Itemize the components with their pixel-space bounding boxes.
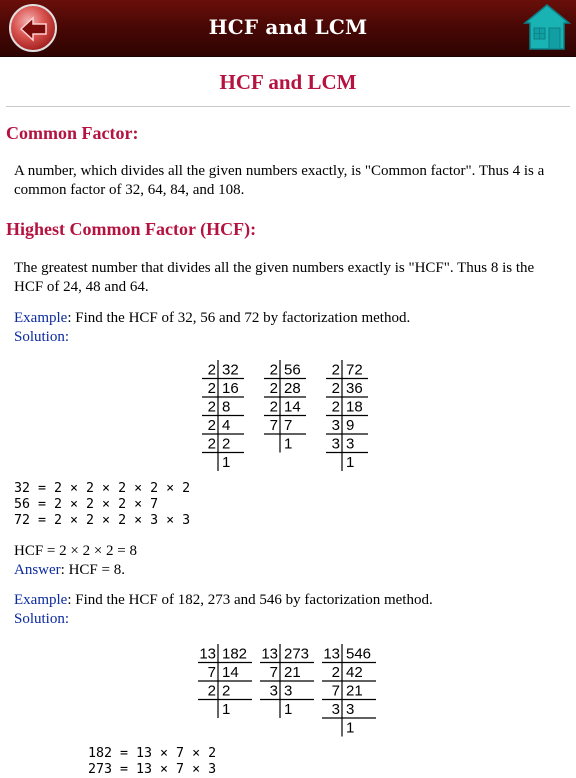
example2-solution-colon: : [64,610,70,627]
factorization-line: 32 = 2 × 2 × 2 × 2 × 2 [14,481,191,496]
divisor: 7 [331,682,340,700]
divisor: 7 [207,664,216,681]
quotient: 3 [346,435,355,453]
answer-text: : HCF = 8. [60,561,125,578]
divisor: 13 [261,645,278,663]
quotient: 1 [284,701,293,718]
divisor: 2 [269,398,278,416]
divisor: 2 [207,398,216,416]
section-title-common-factor: Common Factor: [6,123,139,143]
divisor: 2 [269,361,278,379]
factorization-line: 72 = 2 × 2 × 2 × 3 × 3 [14,513,191,528]
factorization-line: 56 = 2 × 2 × 2 × 7 [14,497,159,512]
divisor: 2 [331,398,340,416]
example1-solution-label: Solution [14,328,65,345]
quotient: 42 [346,664,363,681]
example2-solution [14,610,564,629]
example2-question [14,591,564,610]
app-title: HCF and LCM [208,15,368,39]
example2-block [14,591,564,628]
quotient: 1 [222,454,231,471]
quotient: 18 [346,398,363,416]
top-bar [0,0,576,56]
section-title-hcf: Highest Common Factor (HCF): [6,219,257,239]
hcf-paragraph: The greatest number that divides all the given numbers exactly is "HCF". Thus 8 is the HCF of 24, 48 and 64. [14,260,535,295]
quotient: 72 [346,361,363,379]
hcf-text [14,259,564,296]
example1-label: Example [14,310,68,326]
divisor: 2 [207,361,216,379]
quotient: 273 [284,645,310,663]
divisor: 3 [331,417,340,434]
example2-table-3 [322,644,376,737]
divisor: 2 [207,682,216,700]
divisor: 7 [269,417,278,434]
example2-division-tables [0,640,576,740]
quotient: 32 [222,361,239,379]
quotient: 7 [284,417,293,434]
divisor: 2 [207,380,216,397]
quotient: 14 [284,398,301,416]
quotient: 14 [222,664,239,681]
divisor: 3 [331,701,340,718]
example1-result [14,542,564,579]
example2-question-text: : Find the HCF of 182, 273 and 546 by factorization method. [67,592,433,608]
divisor: 2 [207,417,216,434]
example1-answer [14,561,564,580]
example2-factorization [88,746,216,778]
quotient: 21 [346,682,363,700]
example1-question [14,309,564,328]
quotient: 1 [346,719,355,737]
quotient: 3 [346,701,355,718]
hcf-result: HCF = 2 × 2 × 2 = 8 [14,543,138,559]
common-factor-text [14,162,564,199]
example1-table-1 [202,360,244,471]
example1-table-2 [264,360,306,453]
divisor: 2 [331,361,340,379]
quotient: 56 [284,361,301,379]
quotient: 2 [222,682,231,700]
quotient: 21 [284,664,301,681]
divisor: 2 [269,380,278,397]
divisor: 2 [207,435,216,453]
divisor: 7 [269,664,278,681]
divisor: 13 [199,645,216,663]
quotient: 2 [222,435,231,453]
quotient: 546 [346,645,372,663]
example1-factorization [14,481,190,529]
example2-label: Example [14,592,68,608]
quotient: 16 [222,380,239,397]
divisor: 2 [331,380,340,397]
divisor: 3 [331,435,340,453]
quotient: 1 [222,701,231,718]
quotient: 28 [284,380,301,397]
quotient: 36 [346,380,363,397]
quotient: 9 [346,417,355,434]
example1-solution [14,328,564,347]
answer-label: Answer [14,561,61,578]
factorization-line: 182 = 13 × 7 × 2 [88,746,217,761]
example1-table-3 [326,360,368,471]
example1-solution-colon: : [64,328,70,345]
quotient: 1 [284,435,293,453]
example1-division-tables [0,356,576,476]
quotient: 8 [222,398,231,416]
factorization-line: 273 = 13 × 7 × 3 [88,762,217,777]
example2-table-2 [260,644,314,718]
quotient: 3 [284,682,293,700]
home-button[interactable] [522,2,572,52]
quotient: 1 [346,454,355,471]
quotient: 182 [222,645,248,663]
common-factor-paragraph: A number, which divides all the given numbers exactly, is "Common factor". Thus 4 is a common factor of 32, 64, 84, and 108. [14,163,545,198]
quotient: 4 [222,417,231,434]
divisor: 2 [331,664,340,681]
example2-solution-label: Solution [14,610,65,627]
example1-question-text: : Find the HCF of 32, 56 and 72 by factorization method. [67,310,411,326]
example2-table-1 [198,644,252,718]
divisor: 13 [323,645,340,663]
page-title: HCF and LCM [219,70,357,94]
divider [6,106,570,107]
home-icon [522,2,572,52]
divisor: 3 [269,682,278,700]
example1-block [14,309,564,346]
